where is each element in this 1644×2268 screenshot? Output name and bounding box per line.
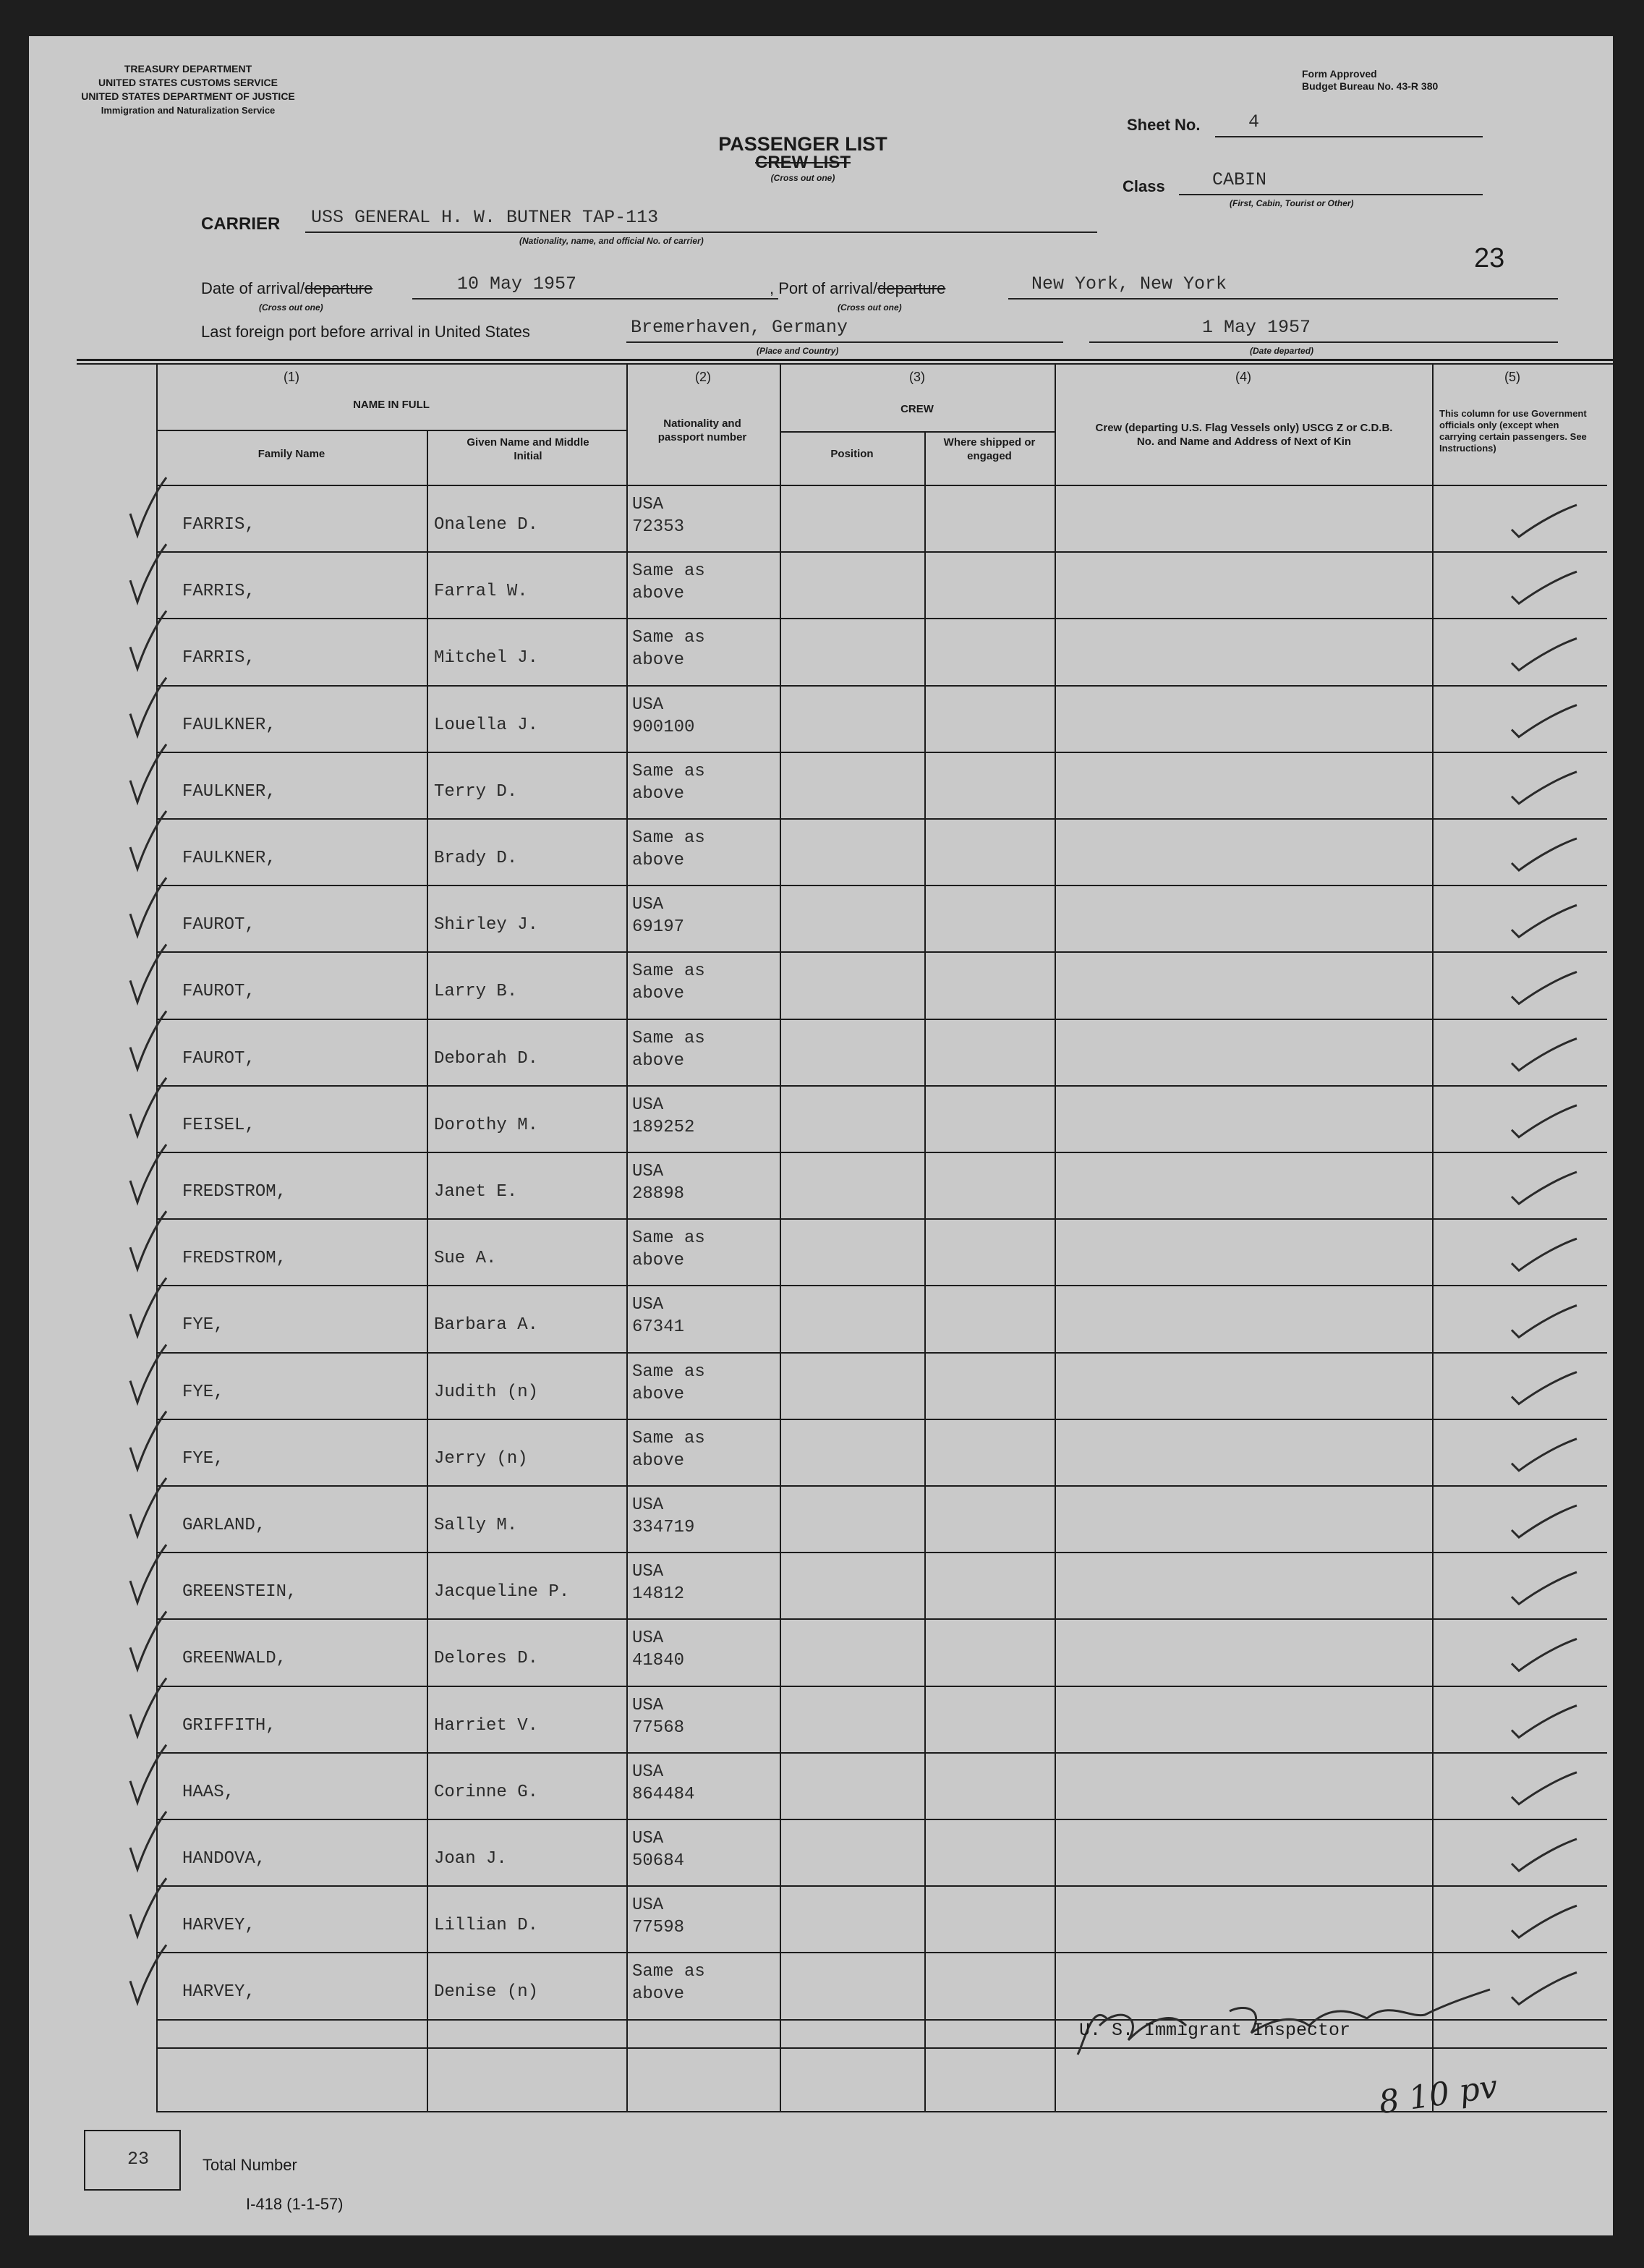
passport-number: 69197 [632, 917, 685, 937]
left-check-mark [130, 1078, 166, 1136]
passport-number: 14812 [632, 1584, 685, 1604]
given-name: Shirley J. [434, 915, 539, 935]
col5-num: (5) [1504, 370, 1520, 384]
left-check-mark [130, 744, 166, 802]
left-check-mark [130, 1345, 166, 1403]
page-title: PASSENGER LIST [718, 133, 887, 155]
col1-title: NAME IN FULL [353, 399, 430, 411]
nationality: USA [632, 1762, 664, 1782]
nationality: USA [632, 495, 664, 514]
right-check-mark [1512, 772, 1577, 804]
nationality: USA [632, 1095, 664, 1115]
last-port-value: Bremerhaven, Germany [631, 317, 848, 338]
right-check-mark [1512, 1172, 1577, 1204]
right-check-mark [1512, 1706, 1577, 1738]
family-name: FAULKNER, [182, 715, 276, 735]
passport-number: 334719 [632, 1518, 695, 1537]
family-name: FAUROT, [182, 915, 255, 935]
family-name: FYE, [182, 1315, 224, 1335]
family-name-header: Family Name [257, 448, 325, 460]
nationality: USA [632, 1696, 664, 1715]
passport-number: above [632, 650, 685, 670]
carrier-value: USS GENERAL H. W. BUTNER TAP-113 [311, 207, 659, 228]
port-label-struck: departure [877, 279, 946, 297]
family-name: FAULKNER, [182, 782, 276, 802]
date-label-struck: departure [304, 279, 373, 297]
class-label: Class [1123, 177, 1165, 195]
nationality: USA [632, 695, 664, 715]
class-hint: (First, Cabin, Tourist or Other) [1230, 198, 1354, 208]
col3-num: (3) [909, 370, 925, 384]
right-check-mark [1512, 1972, 1577, 2004]
passport-number: 72353 [632, 517, 685, 537]
passport-number: above [632, 1251, 685, 1270]
right-check-mark [1512, 1239, 1577, 1270]
col1-num: (1) [284, 370, 299, 384]
right-check-mark [1512, 1305, 1577, 1337]
dept-line-1: TREASURY DEPARTMENT [124, 63, 252, 75]
family-name: FAUROT, [182, 982, 255, 1001]
passport-number: 189252 [632, 1118, 695, 1137]
left-check-mark [130, 1678, 166, 1736]
family-name: FAUROT, [182, 1049, 255, 1069]
family-name: FREDSTROM, [182, 1249, 287, 1268]
family-name: GREENWALD, [182, 1649, 287, 1668]
col5-title: This column for use Government officials only (except when carrying certain passengers. See Instructions) [1439, 408, 1587, 454]
given-name: Delores D. [434, 1649, 539, 1668]
family-name: HARVEY, [182, 1916, 255, 1935]
date-departed-hint: (Date departed) [1250, 346, 1314, 356]
given-name: Corinne G. [434, 1783, 539, 1802]
passport-number: 67341 [632, 1317, 685, 1337]
col4-num: (4) [1235, 370, 1251, 384]
given-name: Brady D. [434, 849, 518, 868]
where-shipped-header: Where shipped or engaged [943, 436, 1036, 462]
col2-title: Nationality and passport number [657, 417, 747, 443]
passport-number: above [632, 584, 685, 603]
passport-number: 28898 [632, 1184, 685, 1204]
date-departed-value: 1 May 1957 [1202, 317, 1311, 338]
carrier-hint: (Nationality, name, and official No. of carrier) [519, 236, 704, 246]
nationality: Same as [632, 961, 705, 981]
family-name: GARLAND, [182, 1516, 266, 1535]
given-name: Lillian D. [434, 1916, 539, 1935]
nationality: Same as [632, 628, 705, 647]
passport-number: above [632, 1984, 685, 2004]
port-label-prefix: , Port of arrival/ [770, 279, 878, 297]
carrier-label: CARRIER [201, 214, 281, 234]
position-header: Position [830, 448, 874, 460]
family-name: HANDOVA, [182, 1849, 266, 1869]
budget-bureau: Budget Bureau No. 43-R 380 [1302, 80, 1439, 92]
nationality: USA [632, 1562, 664, 1581]
nationality: USA [632, 1295, 664, 1314]
family-name: GREENSTEIN, [182, 1582, 297, 1602]
right-check-mark [1512, 1572, 1577, 1604]
family-name: FARRIS, [182, 515, 255, 535]
passport-number: above [632, 784, 685, 804]
given-name: Terry D. [434, 782, 518, 802]
form-number: I-418 (1-1-57) [246, 2195, 344, 2213]
right-check-mark [1512, 838, 1577, 870]
passport-number: 50684 [632, 1851, 685, 1871]
given-name: Barbara A. [434, 1315, 539, 1335]
col4-title: Crew (departing U.S. Flag Vessels only) USCG Z or C.D.B. No. and Name and Address of Next of Kin [1095, 422, 1393, 448]
right-check-mark [1512, 1906, 1577, 1937]
left-check-mark [130, 1745, 166, 1803]
right-check-mark [1512, 1505, 1577, 1537]
date-label-prefix: Date of arrival/ [201, 279, 305, 297]
nationality: USA [632, 1162, 664, 1181]
family-name: HARVEY, [182, 1982, 255, 2002]
given-name: Louella J. [434, 715, 539, 735]
page-number: 23 [1474, 243, 1505, 273]
family-name: FYE, [182, 1383, 224, 1402]
left-check-mark [130, 1878, 166, 1936]
right-check-mark [1512, 972, 1577, 1003]
nationality: USA [632, 1829, 664, 1848]
given-name-header: Given Name and Middle Initial [467, 436, 589, 462]
right-check-mark [1512, 1039, 1577, 1071]
nationality: Same as [632, 1429, 705, 1448]
total-value: 23 [127, 2149, 150, 2170]
right-check-mark [1512, 572, 1577, 603]
given-name: Harriet V. [434, 1716, 539, 1736]
family-name: FARRIS, [182, 582, 255, 601]
left-check-mark [130, 611, 166, 668]
given-name: Janet E. [434, 1182, 518, 1202]
passport-number: above [632, 1385, 685, 1404]
given-name: Denise (n) [434, 1982, 539, 2002]
nationality: USA [632, 1628, 664, 1648]
given-name: Jerry (n) [434, 1449, 528, 1469]
given-name: Mitchel J. [434, 648, 539, 668]
right-check-mark [1512, 638, 1577, 670]
date-hint: (Cross out one) [259, 302, 323, 313]
nationality: Same as [632, 1228, 705, 1248]
passport-number: above [632, 984, 685, 1003]
passport-number: 41840 [632, 1651, 685, 1670]
given-name: Judith (n) [434, 1383, 539, 1402]
right-check-mark [1512, 505, 1577, 537]
nationality: Same as [632, 561, 705, 581]
left-check-mark [130, 1478, 166, 1536]
nationality: Same as [632, 1362, 705, 1382]
dept-line-3: UNITED STATES DEPARTMENT OF JUSTICE [81, 90, 295, 102]
family-name: HAAS, [182, 1783, 235, 1802]
passport-number: 77568 [632, 1718, 685, 1738]
family-name: FYE, [182, 1449, 224, 1469]
right-check-mark [1512, 905, 1577, 937]
right-check-mark [1512, 1772, 1577, 1804]
nationality: Same as [632, 828, 705, 848]
family-name: FEISEL, [182, 1116, 255, 1135]
family-name: FREDSTROM, [182, 1182, 287, 1202]
sheet-label: Sheet No. [1127, 116, 1201, 134]
form-approved: Form Approved [1302, 68, 1377, 80]
given-name: Sue A. [434, 1249, 497, 1268]
nationality: USA [632, 1495, 664, 1515]
port-hint: (Cross out one) [838, 302, 902, 313]
nationality: Same as [632, 1962, 705, 1982]
dept-line-4: Immigration and Naturalization Service [101, 105, 276, 116]
left-check-mark [130, 811, 166, 869]
handwritten-note: 8 10 pv [1376, 2068, 1500, 2122]
left-check-mark [130, 1144, 166, 1202]
given-name: Farral W. [434, 582, 528, 601]
passport-number: above [632, 1051, 685, 1071]
passport-number: 864484 [632, 1785, 695, 1804]
col3-title: CREW [900, 403, 934, 415]
right-check-mark [1512, 1639, 1577, 1670]
family-name: GRIFFITH, [182, 1716, 276, 1736]
given-name: Deborah D. [434, 1049, 539, 1069]
left-check-mark [130, 544, 166, 602]
dept-line-2: UNITED STATES CUSTOMS SERVICE [98, 77, 278, 88]
inspector-label: U. S. Immigrant Inspector [1079, 2020, 1351, 2041]
left-check-mark [130, 1278, 166, 1335]
title-hint: (Cross out one) [770, 173, 835, 183]
left-check-mark [130, 678, 166, 736]
passport-number: above [632, 851, 685, 870]
left-check-mark [130, 1812, 166, 1869]
left-check-mark [130, 1211, 166, 1269]
sheet-number: 4 [1248, 111, 1260, 132]
crew-list-struck: CREW LIST [755, 153, 851, 172]
passport-number: 77598 [632, 1918, 685, 1937]
passport-number: above [632, 1451, 685, 1471]
nationality: USA [632, 1895, 664, 1915]
left-check-mark [130, 944, 166, 1002]
right-check-mark [1512, 1372, 1577, 1404]
right-check-mark [1512, 1439, 1577, 1471]
right-check-mark [1512, 705, 1577, 737]
right-check-mark [1512, 1839, 1577, 1871]
left-check-mark [130, 1011, 166, 1069]
last-port-label: Last foreign port before arrival in United States [201, 323, 530, 341]
left-check-mark [130, 878, 166, 935]
family-name: FARRIS, [182, 648, 255, 668]
given-name: Joan J. [434, 1849, 507, 1869]
right-check-mark [1512, 1105, 1577, 1137]
left-check-mark [130, 477, 166, 535]
given-name: Onalene D. [434, 515, 539, 535]
nationality: Same as [632, 1029, 705, 1048]
left-check-mark [130, 1945, 166, 2002]
given-name: Sally M. [434, 1516, 518, 1535]
port-value: New York, New York [1031, 273, 1227, 294]
given-name: Jacqueline P. [434, 1582, 570, 1602]
given-name: Dorothy M. [434, 1116, 539, 1135]
last-port-hint: (Place and Country) [757, 346, 839, 356]
left-check-mark [130, 1545, 166, 1602]
family-name: FAULKNER, [182, 849, 276, 868]
left-check-mark [130, 1611, 166, 1669]
left-check-mark [130, 1411, 166, 1469]
total-label: Total Number [203, 2156, 297, 2174]
class-value: CABIN [1212, 169, 1267, 190]
passport-number: 900100 [632, 718, 695, 737]
nationality: USA [632, 895, 664, 914]
given-name: Larry B. [434, 982, 518, 1001]
col2-num: (2) [695, 370, 711, 384]
nationality: Same as [632, 762, 705, 781]
date-value: 10 May 1957 [457, 273, 577, 294]
